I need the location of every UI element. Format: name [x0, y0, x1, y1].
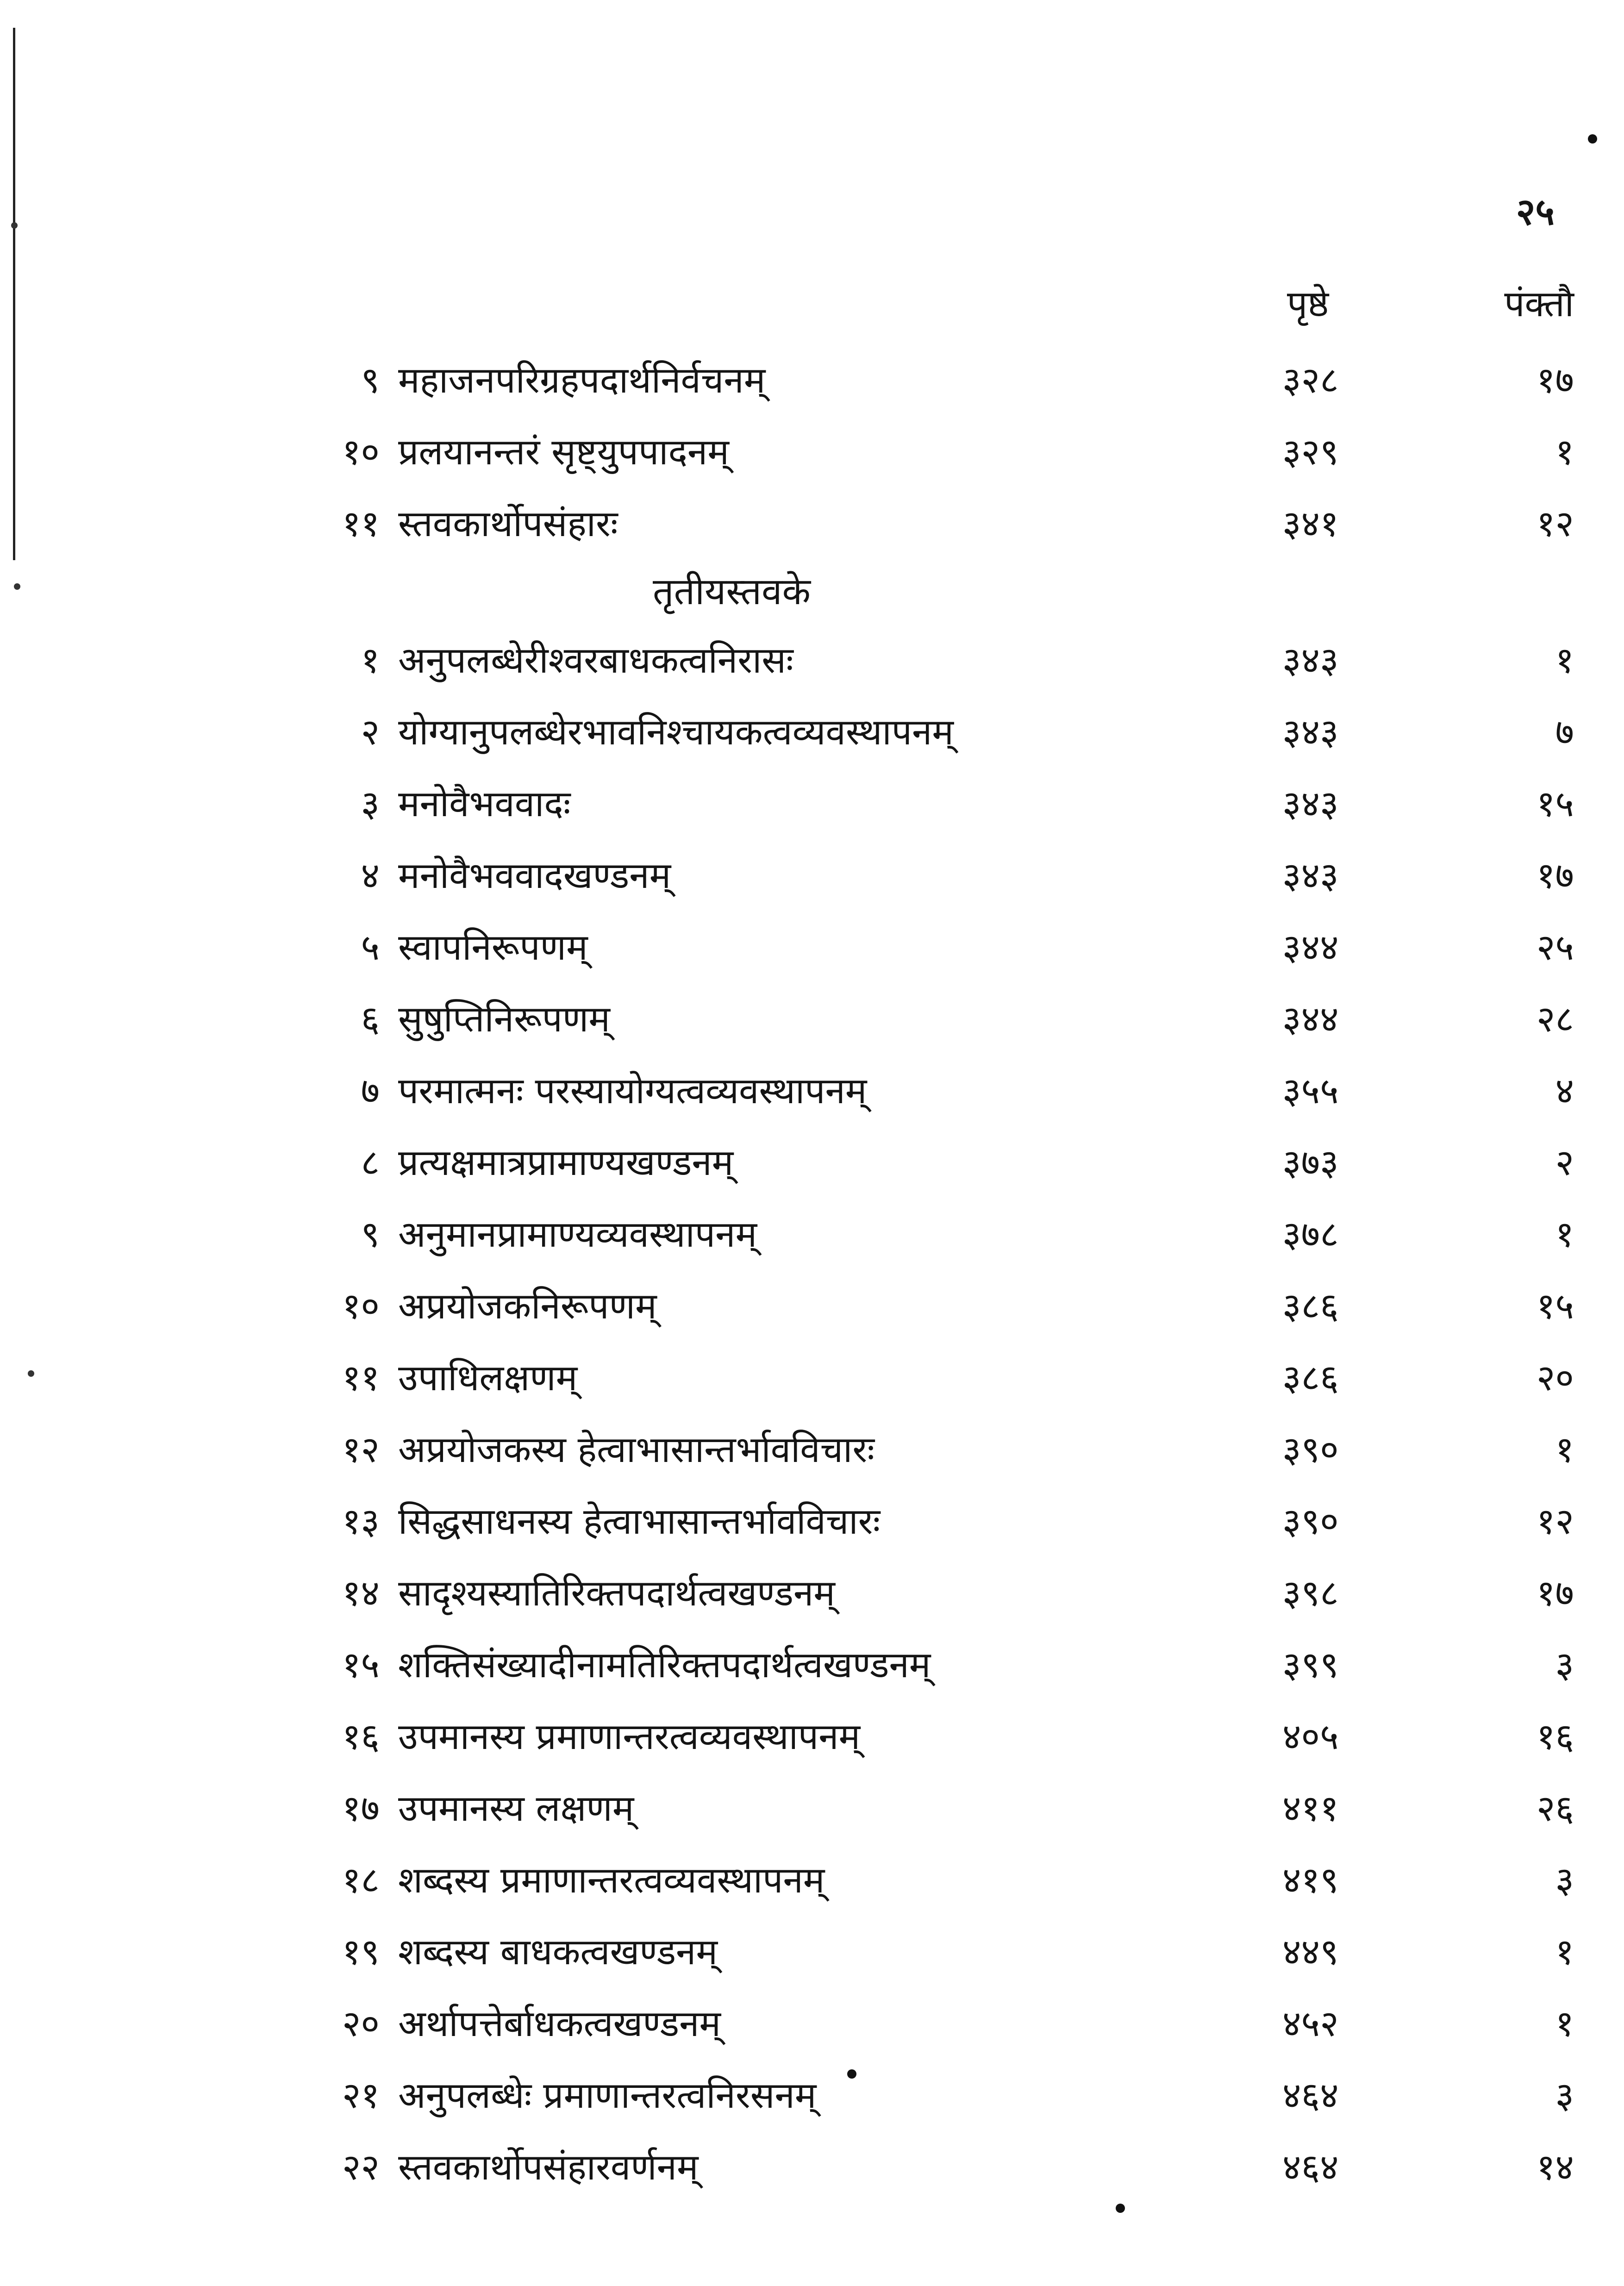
entry-page: ३९० [1282, 1501, 1339, 1543]
entry-page: ३९० [1282, 1429, 1339, 1471]
entry-title: मनोवैभववादखण्डनम् [398, 855, 671, 897]
entry-title: सादृश्यस्यातिरिक्तपदार्थत्वखण्डनम् [398, 1573, 835, 1614]
entry-line: १७ [1536, 1573, 1574, 1614]
entry-number: ९ [361, 360, 380, 401]
entry-page: ४११ [1282, 1788, 1339, 1830]
entry-number: १२ [342, 1429, 380, 1471]
entry-page: ३४३ [1282, 783, 1339, 825]
entry-title: सिद्धसाधनस्य हेत्वाभासान्तर्भावविचारः [398, 1501, 881, 1543]
margin-mark [14, 583, 20, 590]
entry-page: ३४३ [1282, 712, 1339, 753]
entry-page: ४६४ [1282, 2075, 1339, 2117]
toc-entry [301, 768, 1574, 840]
entry-title: अर्थापत्तेर्बाधकत्वखण्डनम् [398, 2003, 721, 2045]
toc-entry [301, 1271, 1574, 1343]
entry-line: २५ [1536, 927, 1574, 968]
section-heading [301, 560, 1574, 625]
entry-line: १७ [1536, 855, 1574, 897]
entry-page: ३४४ [1282, 999, 1339, 1040]
ink-speck [1588, 134, 1597, 144]
toc-entry [301, 488, 1574, 560]
toc-entry [301, 840, 1574, 912]
page-number: २५ [1516, 190, 1555, 233]
toc-entry [301, 2132, 1574, 2204]
entry-page: ३५५ [1282, 1070, 1339, 1112]
entry-title: प्रलयानन्तरं सृष्ट्युपपादनम् [398, 431, 729, 473]
toc-entry [301, 912, 1574, 984]
entry-title: शब्दस्य बाधकत्वखण्डनम् [398, 1931, 718, 1973]
entry-number: ११ [342, 1357, 380, 1399]
entry-number: १९ [342, 1931, 380, 1973]
entry-title: उपमानस्य लक्षणम् [398, 1788, 634, 1830]
entry-page: ४१९ [1282, 1860, 1339, 1901]
entry-title: अनुपलब्धेः प्रमाणान्तरत्वनिरसनम् [398, 2075, 817, 2117]
toc-entry [301, 1630, 1574, 1701]
ink-speck [1116, 2204, 1125, 2213]
entry-line: ७ [1555, 712, 1574, 753]
toc-entry [301, 1056, 1574, 1127]
toc-entry [301, 1701, 1574, 1773]
entry-title: अनुमानप्रामाण्यव्यवस्थापनम् [398, 1214, 757, 1255]
toc-entry [301, 1127, 1574, 1199]
toc-entry [301, 1558, 1574, 1630]
table-of-contents [301, 345, 1574, 2204]
entry-page: ३४३ [1282, 855, 1339, 897]
entry-title: शक्तिसंख्यादीनामतिरिक्तपदार्थत्वखण्डनम् [398, 1644, 931, 1686]
entry-title: अप्रयोजकनिरूपणम् [398, 1286, 657, 1327]
toc-entry [301, 1486, 1574, 1558]
toc-entry [301, 1199, 1574, 1271]
entry-title: स्तवकार्थोपसंहारः [398, 503, 618, 545]
entry-line: २६ [1536, 1788, 1574, 1830]
toc-entry [301, 1773, 1574, 1845]
entry-title: उपाधिलक्षणम् [398, 1357, 578, 1399]
toc-entry [301, 345, 1574, 417]
entry-page: ३९९ [1282, 1644, 1339, 1686]
entry-page: ३८६ [1282, 1286, 1339, 1327]
entry-number: ११ [342, 503, 380, 545]
entry-page: ३४१ [1282, 503, 1339, 545]
entry-title: मनोवैभववादः [398, 783, 571, 825]
entry-number: १ [361, 640, 380, 681]
margin-rule [13, 28, 15, 560]
entry-line: २० [1536, 1357, 1574, 1399]
toc-entry [301, 1343, 1574, 1414]
entry-page: ३२९ [1282, 431, 1339, 473]
entry-line: १ [1555, 1429, 1574, 1471]
entry-line: १२ [1536, 1501, 1574, 1543]
entry-number: १६ [342, 1716, 380, 1758]
entry-page: ४०५ [1282, 1716, 1339, 1758]
entry-page: ३८६ [1282, 1357, 1339, 1399]
entry-line: १ [1555, 431, 1574, 473]
entry-number: १५ [342, 1644, 380, 1686]
toc-entry [301, 1988, 1574, 2060]
entry-number: १० [342, 1286, 380, 1327]
entry-page: ३७८ [1282, 1214, 1339, 1255]
margin-mark [28, 1370, 34, 1377]
entry-line: ३ [1555, 2075, 1574, 2117]
entry-line: ४ [1555, 1070, 1574, 1112]
toc-entry [301, 417, 1574, 488]
entry-page: ३९८ [1282, 1573, 1339, 1614]
entry-line: १२ [1536, 503, 1574, 545]
entry-page: ४४९ [1282, 1931, 1339, 1973]
entry-number: ६ [361, 999, 380, 1040]
section-title: तृतीयस्तवके [653, 570, 811, 613]
toc-entry [301, 1845, 1574, 1917]
entry-number: ३ [361, 783, 380, 825]
toc-entry [301, 625, 1574, 697]
toc-entry [301, 984, 1574, 1056]
entry-page: ४६४ [1282, 2147, 1339, 2188]
entry-line: १५ [1536, 1286, 1574, 1327]
entry-title: सुषुप्तिनिरूपणम् [398, 999, 610, 1040]
entry-page: ३२८ [1282, 360, 1339, 401]
column-headers [1273, 278, 1574, 329]
entry-line: १ [1555, 1931, 1574, 1973]
entry-title: महाजनपरिग्रहपदार्थनिर्वचनम् [398, 360, 766, 401]
entry-title: परमात्मनः परस्यायोग्यत्वव्यवस्थापनम् [398, 1070, 867, 1112]
entry-page: ३४४ [1282, 927, 1339, 968]
entry-title: अप्रयोजकस्य हेत्वाभासान्तर्भावविचारः [398, 1429, 875, 1471]
toc-entry [301, 2060, 1574, 2132]
entry-number: ८ [361, 1142, 380, 1184]
entry-number: १० [342, 431, 380, 473]
entry-title: स्तवकार्थोपसंहारवर्णनम् [398, 2147, 699, 2188]
page-column-header: पृष्ठे [1287, 283, 1329, 325]
entry-title: शब्दस्य प्रमाणान्तरत्वव्यवस्थापनम् [398, 1860, 825, 1901]
entry-page: ४५२ [1282, 2003, 1339, 2045]
entry-line: ३ [1555, 1644, 1574, 1686]
entry-number: १८ [342, 1860, 380, 1901]
entry-title: प्रत्यक्षमात्रप्रामाण्यखण्डनम् [398, 1142, 734, 1184]
entry-line: १५ [1536, 783, 1574, 825]
toc-entry [301, 697, 1574, 768]
entry-line: १ [1555, 2003, 1574, 2045]
entry-number: ७ [361, 1070, 380, 1112]
entry-number: ९ [361, 1214, 380, 1255]
entry-number: २२ [342, 2147, 380, 2188]
entry-line: १ [1555, 1214, 1574, 1255]
entry-line: १७ [1536, 360, 1574, 401]
entry-line: २८ [1536, 999, 1574, 1040]
entry-number: १७ [342, 1788, 380, 1830]
entry-line: २ [1555, 1142, 1574, 1184]
entry-line: १४ [1536, 2147, 1574, 2188]
entry-page: ३४३ [1282, 640, 1339, 681]
entry-line: १६ [1536, 1716, 1574, 1758]
toc-entry [301, 1414, 1574, 1486]
entry-number: १४ [342, 1573, 380, 1614]
entry-title: योग्यानुपलब्धेरभावनिश्चायकत्वव्यवस्थापनम् [398, 712, 954, 753]
entry-line: ३ [1555, 1860, 1574, 1901]
entry-number: ५ [361, 927, 380, 968]
entry-number: २ [361, 712, 380, 753]
entry-line: १ [1555, 640, 1574, 681]
entry-number: ४ [361, 855, 380, 897]
entry-number: १३ [342, 1501, 380, 1543]
entry-number: २० [342, 2003, 380, 2045]
line-column-header: पंक्तौ [1504, 283, 1574, 325]
margin-mark [11, 222, 18, 229]
toc-entry [301, 1917, 1574, 1988]
entry-title: उपमानस्य प्रमाणान्तरत्वव्यवस्थापनम् [398, 1716, 861, 1758]
entry-page: ३७३ [1282, 1142, 1339, 1184]
entry-title: अनुपलब्धेरीश्वरबाधकत्वनिरासः [398, 640, 793, 681]
entry-title: स्वापनिरूपणम् [398, 927, 588, 968]
entry-number: २१ [342, 2075, 380, 2117]
